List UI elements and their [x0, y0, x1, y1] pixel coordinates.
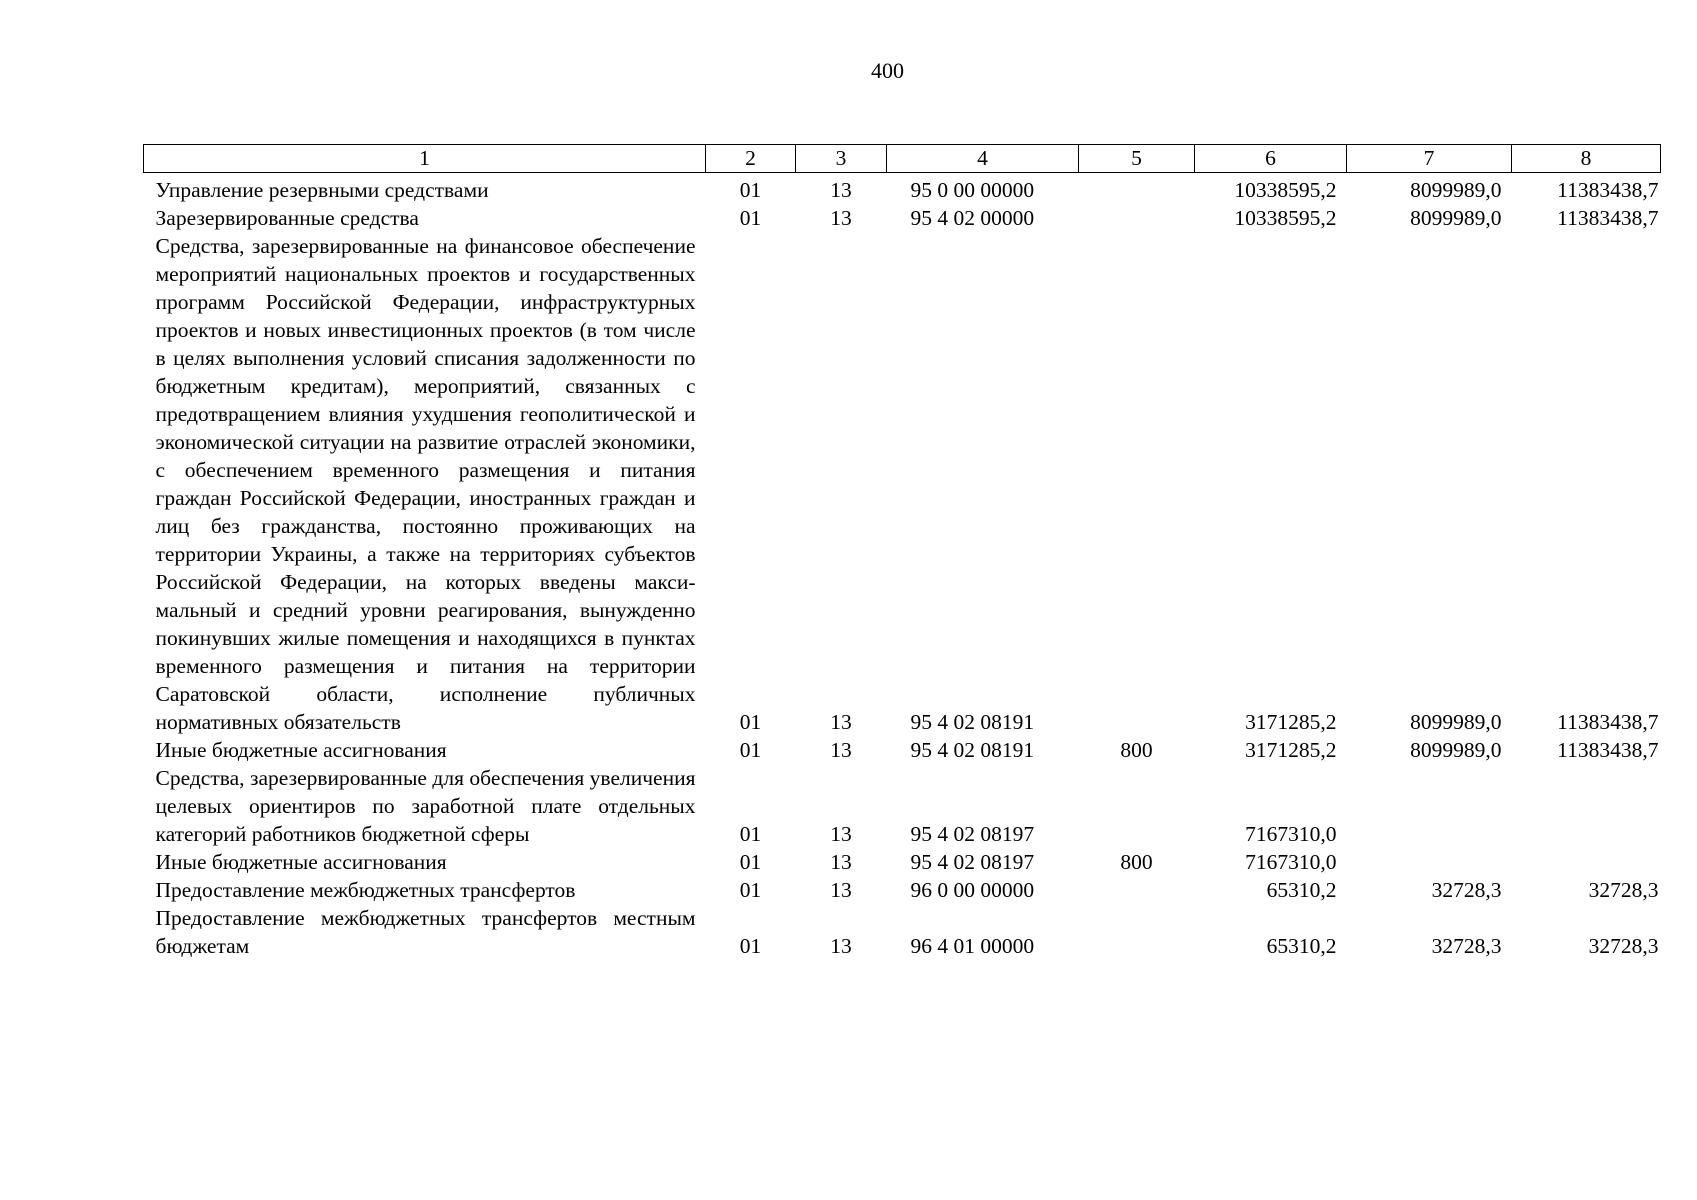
table-header [144, 145, 1661, 173]
row-expense-type [1079, 876, 1195, 904]
row-subsection-code: 13 [830, 822, 852, 846]
header-col-6: 6 [1195, 145, 1347, 173]
header-col-4: 4 [887, 145, 1079, 173]
row-subsection-code: 13 [830, 206, 852, 230]
row-target-article: 95 4 02 08191 [910, 710, 1035, 734]
table-row [144, 848, 1661, 876]
row-name: Иные бюджетные ассигнования [155, 738, 447, 762]
table-row [144, 904, 1661, 960]
row-target-article: 96 0 00 00000 [910, 878, 1035, 902]
row-amount-col8 [1512, 764, 1661, 848]
row-section-code: 01 [739, 934, 762, 958]
row-target-article: 95 4 02 08191 [910, 738, 1035, 762]
row-expense-type [1079, 904, 1195, 960]
row-section-code: 01 [739, 710, 762, 734]
row-amount-col6: 7167310,0 [1245, 850, 1337, 874]
page-number: 400 [871, 58, 904, 83]
table-body [144, 173, 1661, 961]
header-col-2: 2 [706, 145, 796, 173]
row-amount-col7: 8099989,0 [1410, 738, 1502, 762]
row-amount-col7: 8099989,0 [1410, 206, 1502, 230]
row-amount-col8: 32728,3 [1588, 934, 1659, 958]
table-row [144, 173, 1661, 205]
row-target-article: 95 4 02 08197 [910, 822, 1035, 846]
budget-table [143, 144, 1661, 960]
row-amount-col6: 7167310,0 [1245, 822, 1337, 846]
row-amount-col7: 8099989,0 [1410, 710, 1502, 734]
row-name: Иные бюджетные ассигнования [155, 850, 447, 874]
row-subsection-code: 13 [830, 178, 852, 202]
row-name: Управление резервными средствами [155, 178, 489, 202]
row-amount-col6: 65310,2 [1266, 878, 1337, 902]
row-name: Зарезервированные средства [155, 206, 419, 230]
row-subsection-code: 13 [830, 850, 852, 874]
header-col-8: 8 [1512, 145, 1661, 173]
table-row [144, 232, 1661, 736]
row-expense-type: 800 [1120, 850, 1153, 874]
row-section-code: 01 [739, 878, 762, 902]
row-amount-col8: 11383438,7 [1557, 738, 1659, 762]
row-subsection-code: 13 [830, 738, 852, 762]
row-amount-col7: 32728,3 [1431, 934, 1502, 958]
row-subsection-code: 13 [830, 710, 852, 734]
table-row [144, 764, 1661, 848]
row-section-code: 01 [739, 738, 762, 762]
row-name: Средства, зарезервированные для обеспечения увеличения целевых ориентиров по заработной плате отдельных категорий работников бюджетной сферы [155, 766, 696, 846]
row-expense-type [1079, 232, 1195, 736]
row-subsection-code: 13 [830, 934, 852, 958]
header-col-1: 1 [144, 145, 706, 173]
row-subsection-code: 13 [830, 878, 852, 902]
row-section-code: 01 [739, 822, 762, 846]
row-amount-col8 [1512, 848, 1661, 876]
header-col-5: 5 [1079, 145, 1195, 173]
row-amount-col7: 32728,3 [1431, 878, 1502, 902]
row-amount-col7: 8099989,0 [1410, 178, 1502, 202]
table-row [144, 736, 1661, 764]
header-row [144, 145, 1661, 173]
row-amount-col7 [1347, 848, 1512, 876]
row-amount-col8: 11383438,7 [1557, 178, 1659, 202]
table-row [144, 204, 1661, 232]
row-amount-col8: 11383438,7 [1557, 710, 1659, 734]
row-target-article: 95 4 02 08197 [910, 850, 1035, 874]
row-section-code: 01 [739, 206, 762, 230]
row-amount-col6: 10338595,2 [1234, 178, 1337, 202]
row-amount-col6: 65310,2 [1266, 934, 1337, 958]
row-expense-type: 800 [1120, 738, 1153, 762]
row-target-article: 95 0 00 00000 [910, 178, 1035, 202]
row-name: Предоставление межбюджетных трансфертов [155, 878, 576, 902]
row-name: Предоставление межбюджетных трансфертов местным бюджетам [155, 906, 696, 958]
row-amount-col7 [1347, 764, 1512, 848]
row-expense-type [1079, 204, 1195, 232]
row-section-code: 01 [739, 178, 762, 202]
row-expense-type [1079, 173, 1195, 205]
row-target-article: 95 4 02 00000 [910, 206, 1035, 230]
header-col-7: 7 [1347, 145, 1512, 173]
row-section-code: 01 [739, 850, 762, 874]
header-col-3: 3 [796, 145, 887, 173]
row-name: Средства, зарезервированные на финансовое обеспечение мероприятий национальных проектов и государственных программ Российской Федерации, инфраструктурных проектов и новых инвестиционных проектов (в том числе в целях выполнения условий списания задолженности по бюджетным кредитам), мероприятий, связанных с предотвращением влияния ухудшения геополитической и экономической ситуации на развитие отраслей экономики, с обеспечением временного размещения и питания граждан Российской Федерации, иностранных граждан и лиц без гражданства, постоянно проживающих на территории Украины, а также на территориях субъектов Российской Федерации, на которых введены максимальный и средний уровни реагирования, вынужденно покинувших жилые помещения и находящихся в пунктах временного размещения и питания на территории Саратовской области, исполнение публичных нормативных обязательств [155, 234, 696, 734]
row-amount-col6: 10338595,2 [1234, 206, 1337, 230]
row-target-article: 96 4 01 00000 [910, 934, 1035, 958]
row-amount-col8: 32728,3 [1588, 878, 1659, 902]
row-amount-col6: 3171285,2 [1245, 710, 1337, 734]
row-amount-col8: 11383438,7 [1557, 206, 1659, 230]
row-amount-col6: 3171285,2 [1245, 738, 1337, 762]
table-row [144, 876, 1661, 904]
row-expense-type [1079, 764, 1195, 848]
